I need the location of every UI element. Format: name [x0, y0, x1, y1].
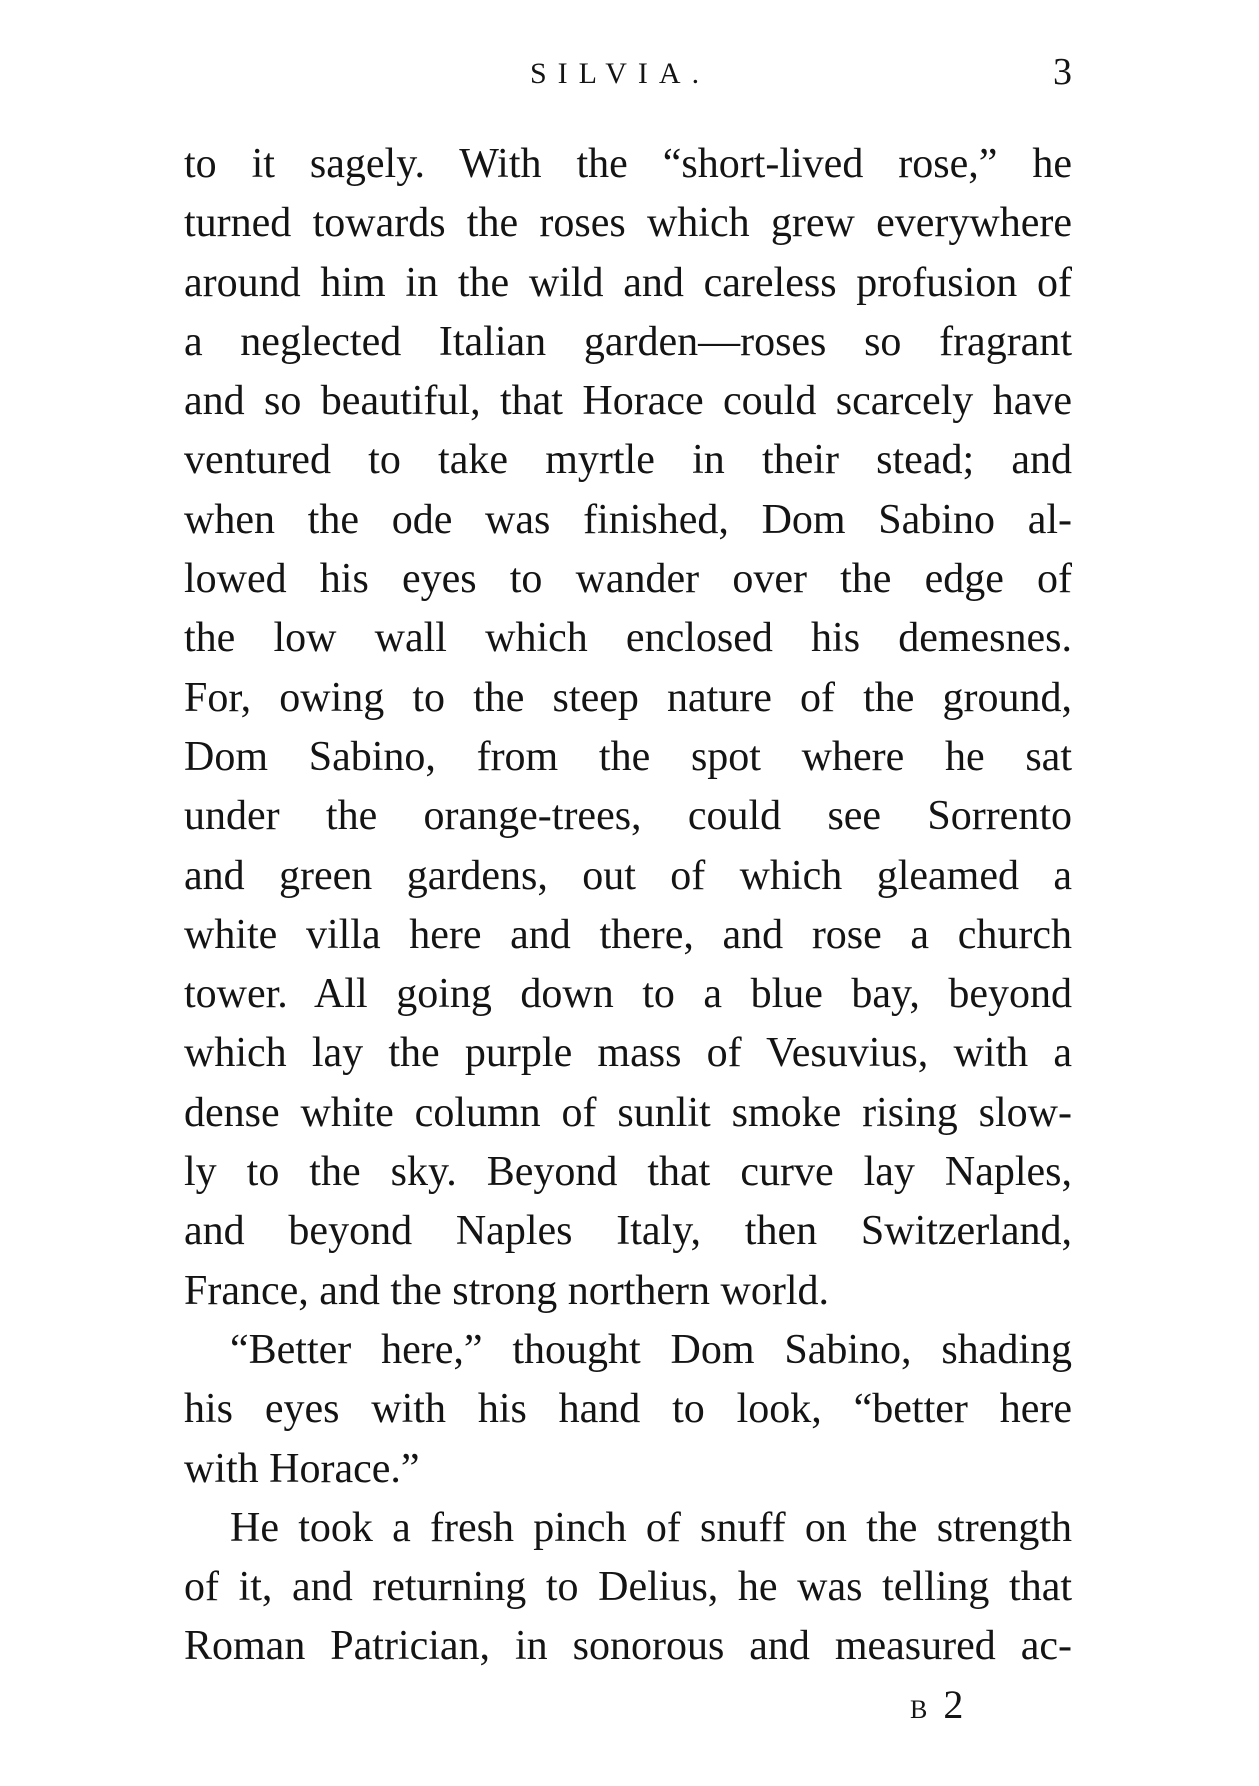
running-head — [0, 51, 1259, 94]
text-line: ly to the sky. Beyond that curve lay Naples, — [184, 1149, 1072, 1196]
running-title: SILVIA. — [530, 57, 711, 90]
signature-letter: B — [910, 1695, 930, 1724]
text-line: a neglected Italian garden—roses so fragrant — [184, 318, 1072, 365]
text-line: Dom Sabino, from the spot where he sat — [184, 733, 1072, 780]
text-line: tower. All going down to a blue bay, beyond — [184, 971, 1072, 1018]
text-line: France, and the strong northern world. — [184, 1267, 829, 1314]
text-line: lowed his eyes to wander over the edge of — [184, 556, 1072, 603]
text-line: to it sagely. With the “short-lived rose,” he — [184, 141, 1072, 187]
text-line: dense white column of sunlit smoke rising slow- — [184, 1089, 1072, 1136]
text-line: and beyond Naples Italy, then Switzerland, — [184, 1208, 1072, 1255]
text-line: white villa here and there, and rose a church — [184, 911, 1072, 958]
text-line: He took a fresh pinch of snuff on the strength — [230, 1504, 1072, 1551]
text-line: “Better here,” thought Dom Sabino, shading — [230, 1326, 1072, 1373]
text-line: with Horace.” — [184, 1445, 420, 1492]
text-line: the low wall which enclosed his demesnes. — [184, 615, 1072, 662]
page-number: 3 — [1053, 51, 1072, 93]
text-line: and green gardens, out of which gleamed a — [184, 852, 1072, 899]
text-line: turned towards the roses which grew everywhere — [184, 200, 1072, 247]
body-text — [184, 135, 1072, 1677]
text-line: under the orange-trees, could see Sorrento — [184, 793, 1072, 840]
text-line: when the ode was finished, Dom Sabino al- — [184, 496, 1072, 543]
text-line: which lay the purple mass of Vesuvius, with a — [184, 1030, 1072, 1077]
text-line: his eyes with his hand to look, “better here — [184, 1386, 1072, 1433]
text-line: ventured to take myrtle in their stead; and — [184, 437, 1072, 484]
text-line: and so beautiful, that Horace could scarcely have — [184, 378, 1072, 425]
text-line: For, owing to the steep nature of the ground, — [184, 674, 1072, 721]
text-line: Roman Patrician, in sonorous and measured ac- — [184, 1623, 1072, 1670]
signature-mark — [910, 1682, 964, 1734]
text-line: around him in the wild and careless profusion of — [184, 259, 1072, 306]
text-line: of it, and returning to Delius, he was telling that — [184, 1564, 1072, 1611]
signature-number: 2 — [943, 1682, 964, 1727]
